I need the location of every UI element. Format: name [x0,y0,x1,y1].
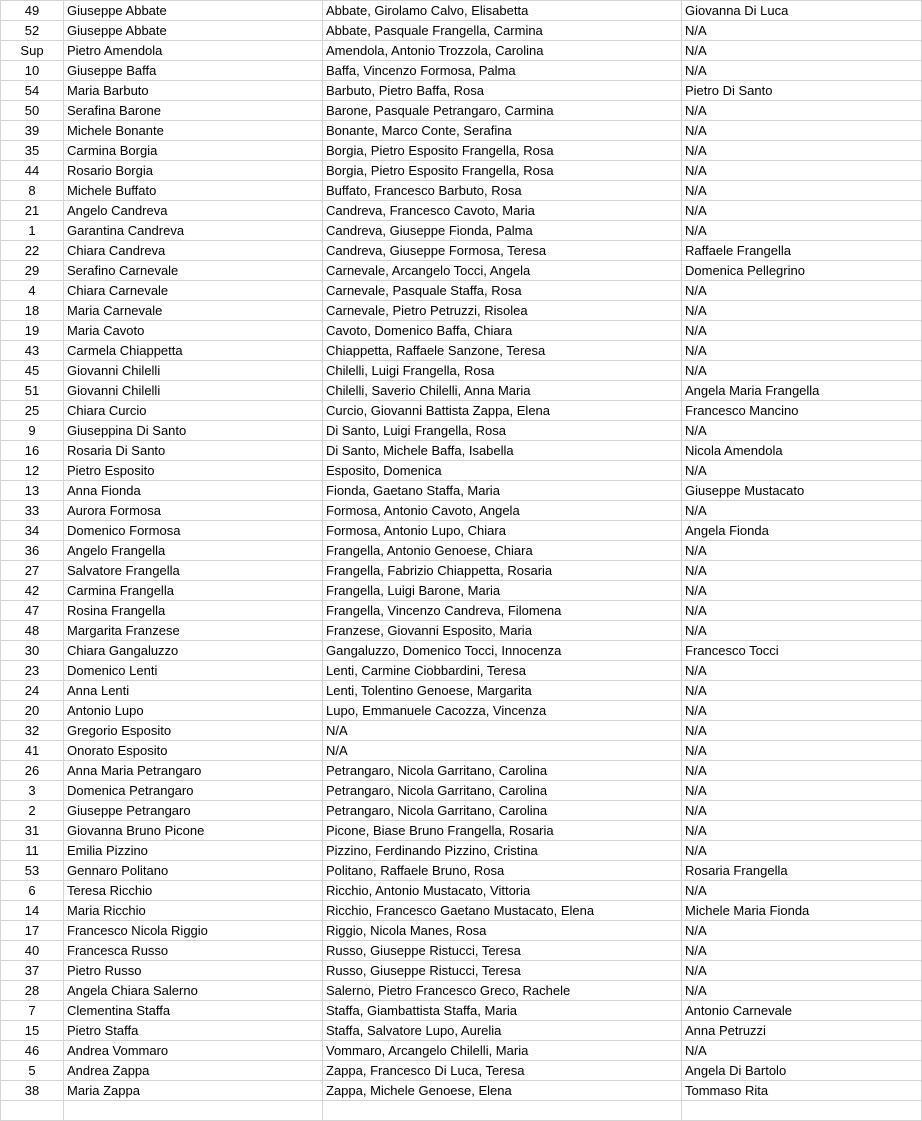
spouse-cell[interactable]: Pietro Di Santo [682,81,922,101]
spouse-cell[interactable]: N/A [682,701,922,721]
record-number-cell[interactable]: 42 [1,581,64,601]
spouse-cell[interactable]: N/A [682,41,922,61]
parents-cell[interactable]: Amendola, Antonio Trozzola, Carolina [323,41,682,61]
parents-cell[interactable]: Formosa, Antonio Cavoto, Angela [323,501,682,521]
spouse-cell[interactable]: N/A [682,621,922,641]
table-row [1,241,922,261]
table-row [1,181,922,201]
parents-cell[interactable]: Abbate, Girolamo Calvo, Elisabetta [323,1,682,21]
table-row [1,101,922,121]
table-row [1,921,922,941]
table-row [1,341,922,361]
parents-cell[interactable]: Carnevale, Pietro Petruzzi, Risolea [323,301,682,321]
parents-cell[interactable]: Chilelli, Saverio Chilelli, Anna Maria [323,381,682,401]
person-name-cell[interactable]: Anna Fionda [64,481,323,501]
person-name-cell[interactable]: Pietro Russo [64,961,323,981]
parents-cell[interactable]: Barone, Pasquale Petrangaro, Carmina [323,101,682,121]
record-number-cell[interactable]: 27 [1,561,64,581]
spouse-cell[interactable]: N/A [682,761,922,781]
table-row [1,561,922,581]
person-name-cell[interactable]: Carmina Frangella [64,581,323,601]
record-number-cell[interactable]: 9 [1,421,64,441]
record-number-cell[interactable]: 35 [1,141,64,161]
spouse-cell[interactable]: Anna Petruzzi [682,1021,922,1041]
parents-cell[interactable]: Picone, Biase Bruno Frangella, Rosaria [323,821,682,841]
spouse-cell[interactable]: Francesco Mancino [682,401,922,421]
parents-cell[interactable]: Abbate, Pasquale Frangella, Carmina [323,21,682,41]
parents-cell[interactable]: Baffa, Vincenzo Formosa, Palma [323,61,682,81]
parents-cell[interactable]: Frangella, Antonio Genoese, Chiara [323,541,682,561]
record-number-cell[interactable]: 12 [1,461,64,481]
record-number-cell[interactable]: 29 [1,261,64,281]
parents-cell[interactable]: Zappa, Francesco Di Luca, Teresa [323,1061,682,1081]
spouse-cell[interactable]: N/A [682,321,922,341]
table-row [1,221,922,241]
parents-cell[interactable]: N/A [323,741,682,761]
record-number-cell[interactable]: 37 [1,961,64,981]
table-row [1,661,922,681]
spouse-cell[interactable]: N/A [682,101,922,121]
parents-cell[interactable]: Politano, Raffaele Bruno, Rosa [323,861,682,881]
spouse-cell[interactable]: Domenica Pellegrino [682,261,922,281]
record-number-cell[interactable]: 3 [1,781,64,801]
table-row [1,1,922,21]
parents-cell[interactable]: Pizzino, Ferdinando Pizzino, Cristina [323,841,682,861]
person-name-cell[interactable]: Giuseppe Petrangaro [64,801,323,821]
parents-cell[interactable]: Ricchio, Antonio Mustacato, Vittoria [323,881,682,901]
parents-cell[interactable]: Lenti, Carmine Ciobbardini, Teresa [323,661,682,681]
table-row [1,701,922,721]
table-row [1,381,922,401]
record-number-cell[interactable]: 14 [1,901,64,921]
spouse-cell[interactable]: Giuseppe Mustacato [682,481,922,501]
person-name-cell[interactable]: Pietro Amendola [64,41,323,61]
person-name-cell[interactable]: Maria Barbuto [64,81,323,101]
person-name-cell[interactable]: Teresa Ricchio [64,881,323,901]
person-name-cell[interactable]: Andrea Zappa [64,1061,323,1081]
spouse-cell[interactable]: N/A [682,341,922,361]
record-number-cell[interactable]: 13 [1,481,64,501]
parents-cell[interactable]: Russo, Giuseppe Ristucci, Teresa [323,941,682,961]
record-number-cell[interactable]: 6 [1,881,64,901]
table-row [1,141,922,161]
person-name-cell[interactable]: Giuseppina Di Santo [64,421,323,441]
record-number-cell[interactable]: 1 [1,221,64,241]
parents-cell[interactable]: Russo, Giuseppe Ristucci, Teresa [323,961,682,981]
person-name-cell[interactable]: Anna Maria Petrangaro [64,761,323,781]
person-name-cell[interactable]: Domenico Lenti [64,661,323,681]
person-name-cell[interactable]: Rosaria Di Santo [64,441,323,461]
record-number-cell[interactable]: 53 [1,861,64,881]
record-number-cell[interactable]: 15 [1,1021,64,1041]
parents-cell[interactable]: Frangella, Vincenzo Candreva, Filomena [323,601,682,621]
parents-cell[interactable]: Franzese, Giovanni Esposito, Maria [323,621,682,641]
person-name-cell[interactable]: Angelo Frangella [64,541,323,561]
person-name-cell[interactable]: Giovanni Chilelli [64,381,323,401]
parents-cell[interactable]: Staffa, Giambattista Staffa, Maria [323,1001,682,1021]
spouse-cell[interactable]: N/A [682,61,922,81]
table-row [1,941,922,961]
table-row [1,621,922,641]
spouse-cell[interactable]: N/A [682,301,922,321]
spouse-cell[interactable]: N/A [682,941,922,961]
person-name-cell[interactable]: Francesca Russo [64,941,323,961]
parents-cell[interactable]: Salerno, Pietro Francesco Greco, Rachele [323,981,682,1001]
table-row [1,521,922,541]
record-number-cell[interactable]: 52 [1,21,64,41]
table-row [1,861,922,881]
parents-cell[interactable]: Frangella, Luigi Barone, Maria [323,581,682,601]
record-number-cell[interactable]: 38 [1,1081,64,1101]
spouse-cell[interactable]: Tommaso Rita [682,1081,922,1101]
record-number-cell[interactable]: 43 [1,341,64,361]
parents-cell[interactable]: Petrangaro, Nicola Garritano, Carolina [323,761,682,781]
spouse-cell[interactable]: N/A [682,461,922,481]
person-name-cell[interactable]: Serafino Carnevale [64,261,323,281]
person-name-cell[interactable]: Anna Lenti [64,681,323,701]
parents-cell[interactable]: Formosa, Antonio Lupo, Chiara [323,521,682,541]
person-name-cell[interactable]: Chiara Gangaluzzo [64,641,323,661]
parents-cell[interactable]: Borgia, Pietro Esposito Frangella, Rosa [323,141,682,161]
table-row [1,841,922,861]
record-number-cell[interactable]: 21 [1,201,64,221]
parents-cell[interactable]: Fionda, Gaetano Staffa, Maria [323,481,682,501]
parents-cell[interactable]: Lupo, Emmanuele Cacozza, Vincenza [323,701,682,721]
record-number-cell[interactable]: 26 [1,761,64,781]
record-number-cell[interactable]: 36 [1,541,64,561]
table-row [1,61,922,81]
spouse-cell[interactable]: N/A [682,501,922,521]
spouse-cell[interactable]: N/A [682,601,922,621]
table-row [1,421,922,441]
record-number-cell[interactable]: 16 [1,441,64,461]
record-number-cell[interactable]: 7 [1,1001,64,1021]
parents-cell[interactable]: Vommaro, Arcangelo Chilelli, Maria [323,1041,682,1061]
record-number-cell[interactable]: 33 [1,501,64,521]
parents-cell[interactable]: Petrangaro, Nicola Garritano, Carolina [323,781,682,801]
parents-cell[interactable]: Frangella, Fabrizio Chiappetta, Rosaria [323,561,682,581]
table-row [1,1021,922,1041]
table-row [1,961,922,981]
parents-cell[interactable]: Di Santo, Michele Baffa, Isabella [323,441,682,461]
person-name-cell[interactable]: Rosina Frangella [64,601,323,621]
person-name-cell[interactable]: Michele Bonante [64,121,323,141]
table-row [1,361,922,381]
parents-cell[interactable]: Candreva, Giuseppe Formosa, Teresa [323,241,682,261]
person-name-cell[interactable] [64,1101,323,1121]
table-row [1,1081,922,1101]
table-row [1,601,922,621]
record-number-cell[interactable]: 20 [1,701,64,721]
person-name-cell[interactable]: Domenico Formosa [64,521,323,541]
table-row [1,501,922,521]
parents-cell[interactable]: Buffato, Francesco Barbuto, Rosa [323,181,682,201]
spreadsheet-body [1,1,922,1121]
table-row [1,641,922,661]
parents-cell[interactable]: N/A [323,721,682,741]
parents-cell[interactable]: Lenti, Tolentino Genoese, Margarita [323,681,682,701]
person-name-cell[interactable]: Salvatore Frangella [64,561,323,581]
spouse-cell[interactable]: N/A [682,201,922,221]
person-name-cell[interactable]: Francesco Nicola Riggio [64,921,323,941]
parents-cell[interactable]: Ricchio, Francesco Gaetano Mustacato, Elena [323,901,682,921]
record-number-cell[interactable]: 17 [1,921,64,941]
spouse-cell[interactable]: N/A [682,781,922,801]
parents-cell[interactable]: Carnevale, Arcangelo Tocci, Angela [323,261,682,281]
spouse-cell[interactable]: Angela Maria Frangella [682,381,922,401]
person-name-cell[interactable]: Emilia Pizzino [64,841,323,861]
person-name-cell[interactable]: Margarita Franzese [64,621,323,641]
person-name-cell[interactable]: Chiara Curcio [64,401,323,421]
person-name-cell[interactable]: Carmela Chiappetta [64,341,323,361]
spouse-cell[interactable]: N/A [682,821,922,841]
spouse-cell[interactable]: N/A [682,161,922,181]
spouse-cell[interactable]: N/A [682,961,922,981]
record-number-cell[interactable]: 48 [1,621,64,641]
spouse-cell[interactable]: Raffaele Frangella [682,241,922,261]
record-number-cell[interactable]: 54 [1,81,64,101]
spouse-cell[interactable]: N/A [682,681,922,701]
spouse-cell[interactable]: N/A [682,361,922,381]
spouse-cell[interactable]: Francesco Tocci [682,641,922,661]
spouse-cell[interactable] [682,1101,922,1121]
record-number-cell[interactable]: 34 [1,521,64,541]
table-row [1,41,922,61]
record-number-cell[interactable]: 28 [1,981,64,1001]
spouse-cell[interactable]: N/A [682,921,922,941]
table-row [1,681,922,701]
record-number-cell[interactable]: 31 [1,821,64,841]
spouse-cell[interactable]: Giovanna Di Luca [682,1,922,21]
table-row [1,901,922,921]
spouse-cell[interactable]: N/A [682,801,922,821]
spouse-cell[interactable]: N/A [682,221,922,241]
record-number-cell[interactable]: 50 [1,101,64,121]
record-number-cell[interactable]: 4 [1,281,64,301]
parents-cell[interactable]: Petrangaro, Nicola Garritano, Carolina [323,801,682,821]
spouse-cell[interactable]: N/A [682,181,922,201]
spouse-cell[interactable]: N/A [682,561,922,581]
spouse-cell[interactable]: Rosaria Frangella [682,861,922,881]
parents-cell[interactable]: Di Santo, Luigi Frangella, Rosa [323,421,682,441]
person-name-cell[interactable]: Gregorio Esposito [64,721,323,741]
spouse-cell[interactable]: N/A [682,141,922,161]
spouse-cell[interactable]: N/A [682,281,922,301]
person-name-cell[interactable]: Angela Chiara Salerno [64,981,323,1001]
spouse-cell[interactable]: Antonio Carnevale [682,1001,922,1021]
table-row [1,121,922,141]
table-row [1,441,922,461]
record-number-cell[interactable]: 11 [1,841,64,861]
spouse-cell[interactable]: N/A [682,661,922,681]
parents-cell[interactable]: Bonante, Marco Conte, Serafina [323,121,682,141]
table-row [1,81,922,101]
spouse-cell[interactable]: N/A [682,581,922,601]
person-name-cell[interactable]: Pietro Esposito [64,461,323,481]
record-number-cell[interactable]: 25 [1,401,64,421]
person-name-cell[interactable]: Angelo Candreva [64,201,323,221]
person-name-cell[interactable]: Domenica Petrangaro [64,781,323,801]
record-number-cell[interactable]: 45 [1,361,64,381]
spouse-cell[interactable]: N/A [682,881,922,901]
parents-cell[interactable]: Curcio, Giovanni Battista Zappa, Elena [323,401,682,421]
person-name-cell[interactable]: Andrea Vommaro [64,1041,323,1061]
record-number-cell[interactable]: 49 [1,1,64,21]
person-name-cell[interactable]: Gennaro Politano [64,861,323,881]
person-name-cell[interactable]: Maria Carnevale [64,301,323,321]
person-name-cell[interactable]: Aurora Formosa [64,501,323,521]
record-number-cell[interactable]: 8 [1,181,64,201]
record-number-cell[interactable]: 19 [1,321,64,341]
person-name-cell[interactable]: Maria Cavoto [64,321,323,341]
spouse-cell[interactable]: N/A [682,1041,922,1061]
parents-cell[interactable]: Cavoto, Domenico Baffa, Chiara [323,321,682,341]
spouse-cell[interactable]: N/A [682,541,922,561]
person-name-cell[interactable]: Onorato Esposito [64,741,323,761]
spouse-cell[interactable]: Michele Maria Fionda [682,901,922,921]
person-name-cell[interactable]: Giuseppe Baffa [64,61,323,81]
table-row [1,261,922,281]
table-row [1,281,922,301]
table-row [1,1001,922,1021]
parents-cell[interactable]: Barbuto, Pietro Baffa, Rosa [323,81,682,101]
record-number-cell[interactable]: 46 [1,1041,64,1061]
person-name-cell[interactable]: Clementina Staffa [64,1001,323,1021]
table-row [1,201,922,221]
record-number-cell[interactable]: 24 [1,681,64,701]
table-row [1,161,922,181]
table-row [1,21,922,41]
table-row [1,301,922,321]
person-name-cell[interactable]: Giuseppe Abbate [64,21,323,41]
person-name-cell[interactable]: Maria Ricchio [64,901,323,921]
record-number-cell[interactable]: 23 [1,661,64,681]
spouse-cell[interactable]: N/A [682,741,922,761]
table-row [1,581,922,601]
table-row [1,321,922,341]
parents-cell[interactable]: Chilelli, Luigi Frangella, Rosa [323,361,682,381]
table-row [1,761,922,781]
spouse-cell[interactable]: N/A [682,21,922,41]
person-name-cell[interactable]: Giovanni Chilelli [64,361,323,381]
parents-cell[interactable]: Riggio, Nicola Manes, Rosa [323,921,682,941]
table-row [1,721,922,741]
person-name-cell[interactable]: Antonio Lupo [64,701,323,721]
record-number-cell[interactable]: 2 [1,801,64,821]
record-number-cell[interactable]: Sup [1,41,64,61]
spouse-cell[interactable]: N/A [682,981,922,1001]
record-number-cell[interactable]: 44 [1,161,64,181]
person-name-cell[interactable]: Chiara Carnevale [64,281,323,301]
person-name-cell[interactable]: Chiara Candreva [64,241,323,261]
record-number-cell[interactable]: 32 [1,721,64,741]
record-number-cell[interactable]: 40 [1,941,64,961]
person-name-cell[interactable]: Giovanna Bruno Picone [64,821,323,841]
table-row [1,741,922,761]
person-name-cell[interactable]: Maria Zappa [64,1081,323,1101]
person-name-cell[interactable]: Garantina Candreva [64,221,323,241]
record-number-cell[interactable]: 51 [1,381,64,401]
spouse-cell[interactable]: Nicola Amendola [682,441,922,461]
person-name-cell[interactable]: Serafina Barone [64,101,323,121]
spouse-cell[interactable]: N/A [682,121,922,141]
record-number-cell[interactable]: 5 [1,1061,64,1081]
spouse-cell[interactable]: N/A [682,421,922,441]
person-name-cell[interactable]: Rosario Borgia [64,161,323,181]
table-row [1,461,922,481]
table-row [1,1101,922,1121]
parents-cell[interactable]: Candreva, Francesco Cavoto, Maria [323,201,682,221]
record-number-cell[interactable]: 39 [1,121,64,141]
parents-cell[interactable]: Chiappetta, Raffaele Sanzone, Teresa [323,341,682,361]
record-number-cell[interactable]: 10 [1,61,64,81]
parents-cell[interactable]: Zappa, Michele Genoese, Elena [323,1081,682,1101]
table-row [1,881,922,901]
record-number-cell[interactable]: 30 [1,641,64,661]
person-name-cell[interactable]: Giuseppe Abbate [64,1,323,21]
spouse-cell[interactable]: N/A [682,721,922,741]
record-number-cell[interactable] [1,1101,64,1121]
record-number-cell[interactable]: 41 [1,741,64,761]
parents-cell[interactable]: Borgia, Pietro Esposito Frangella, Rosa [323,161,682,181]
parents-cell[interactable]: Staffa, Salvatore Lupo, Aurelia [323,1021,682,1041]
table-row [1,821,922,841]
record-number-cell[interactable]: 47 [1,601,64,621]
parents-cell[interactable]: Candreva, Giuseppe Fionda, Palma [323,221,682,241]
table-row [1,1061,922,1081]
record-number-cell[interactable]: 18 [1,301,64,321]
parents-cell[interactable]: Esposito, Domenica [323,461,682,481]
table-row [1,1041,922,1061]
parents-cell[interactable] [323,1101,682,1121]
parents-cell[interactable]: Carnevale, Pasquale Staffa, Rosa [323,281,682,301]
spouse-cell[interactable]: Angela Fionda [682,521,922,541]
table-row [1,401,922,421]
person-name-cell[interactable]: Carmina Borgia [64,141,323,161]
table-row [1,981,922,1001]
table-row [1,481,922,501]
table-row [1,801,922,821]
person-name-cell[interactable]: Michele Buffato [64,181,323,201]
table-row [1,781,922,801]
person-name-cell[interactable]: Pietro Staffa [64,1021,323,1041]
table-row [1,541,922,561]
parents-cell[interactable]: Gangaluzzo, Domenico Tocci, Innocenza [323,641,682,661]
record-number-cell[interactable]: 22 [1,241,64,261]
spouse-cell[interactable]: N/A [682,841,922,861]
spouse-cell[interactable]: Angela Di Bartolo [682,1061,922,1081]
